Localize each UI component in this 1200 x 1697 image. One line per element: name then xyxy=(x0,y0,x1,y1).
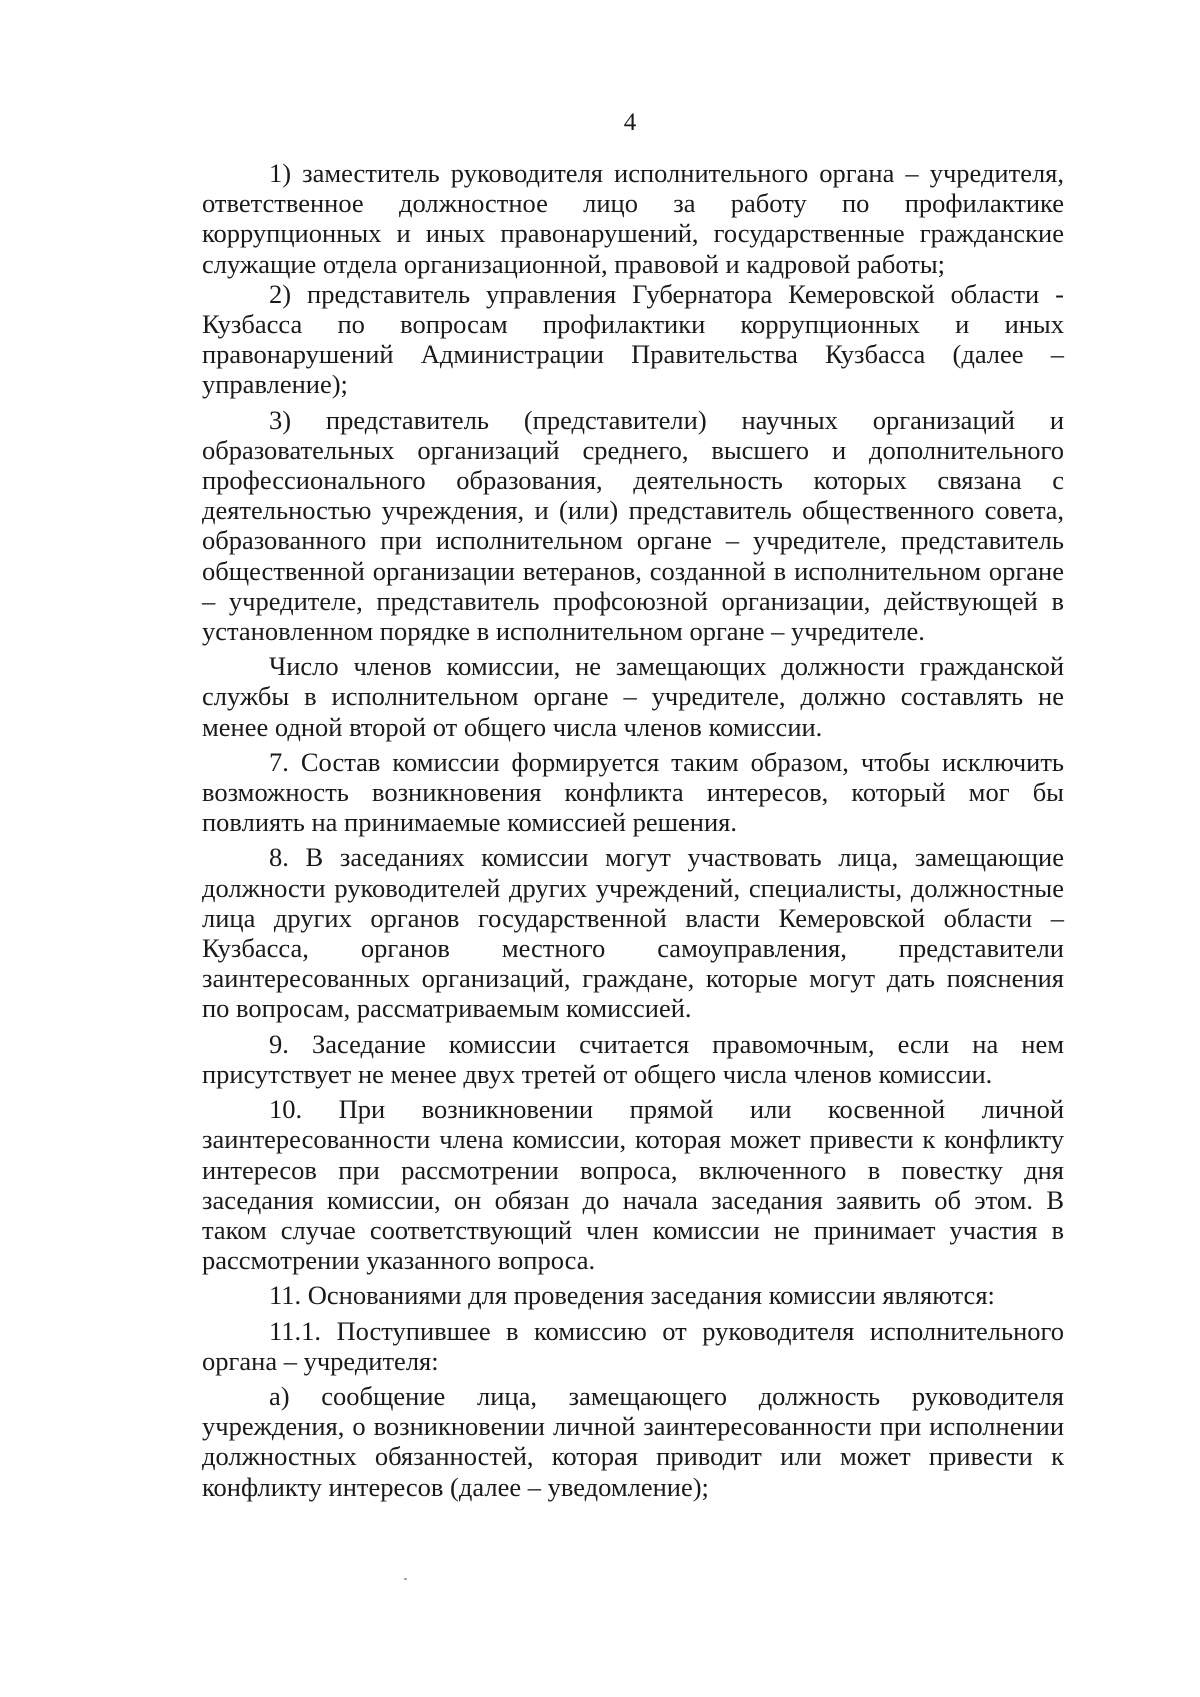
paragraph-7: 7. Состав комиссии формируется таким образом, чтобы исключить возможность возникновения конфликта интересов, который мог бы повлиять на принимаемые комиссией решения. xyxy=(202,746,1064,838)
paragraph-item-2: 2) представитель управления Губернатора Кемеровской области - Кузбасса по вопросам профилактики коррупционных и иных правонарушений Администрации Правительства Кузбасса (далее – управление); xyxy=(202,278,1064,400)
paragraph-10: 10. При возникновении прямой или косвенной личной заинтересованности члена комиссии, которая может привести к конфликту интересов при рассмотрении вопроса, включенного в повестку дня заседания комиссии, он обязан до начала заседания заявить об этом. В таком случае соответствующий член комиссии не принимает участия в рассмотрении указанного вопроса. xyxy=(202,1094,1064,1276)
paragraph-item-3: 3) представитель (представители) научных организаций и образовательных организаций среднего, высшего и дополнительного профессионального образования, деятельность которых связана с деятельностью учреждения, и (или) представитель общественного совета, образованного при исполнительном органе – учредителе, представитель общественной организации ветеранов, созданной в исполнительном органе – учредителе, представитель профсоюзной организации, действующей в установленном порядке в исполнительном органе – учредителе. xyxy=(202,404,1064,647)
paragraph-8: 8. В заседаниях комиссии могут участвовать лица, замещающие должности руководителей других учреждений, специалисты, должностные лица других органов государственной власти Кемеровской области – Кузбасса, органов местного самоуправления, представители заинтересованных организаций, граждане, которые могут дать пояснения по вопросам, рассматриваемым комиссией. xyxy=(202,842,1064,1024)
paragraph-11-1: 11.1. Поступившее в комиссию от руководителя исполнительного органа – учредителя: xyxy=(202,1315,1064,1376)
paragraph-member-ratio: Число членов комиссии, не замещающих должности гражданской службы в исполнительном органе – учредителе, должно составлять не менее одной второй от общего числа членов комиссии. xyxy=(202,651,1064,742)
scan-artifact xyxy=(404,1578,407,1580)
paragraph-item-1: 1) заместитель руководителя исполнительного органа – учредителя, ответственное должностное лицо за работу по профилактике коррупционных и иных правонарушений, государственные гражданские служащие отдела организационной, правовой и кадровой работы; xyxy=(202,158,1064,279)
paragraph-9: 9. Заседание комиссии считается правомочным, если на нем присутствует не менее двух третей от общего числа членов комиссии. xyxy=(202,1028,1064,1089)
page-number: 4 xyxy=(623,109,637,136)
paragraph-11: 11. Основаниями для проведения заседания комиссии являются: xyxy=(269,1280,995,1311)
paragraph-11-1-a: а) сообщение лица, замещающего должность руководителя учреждения, о возникновении личной заинтересованности при исполнении должностных обязанностей, которая приводит или может привести к конфликту интересов (далее – уведомление); xyxy=(202,1380,1064,1502)
document-body xyxy=(202,158,1064,1502)
